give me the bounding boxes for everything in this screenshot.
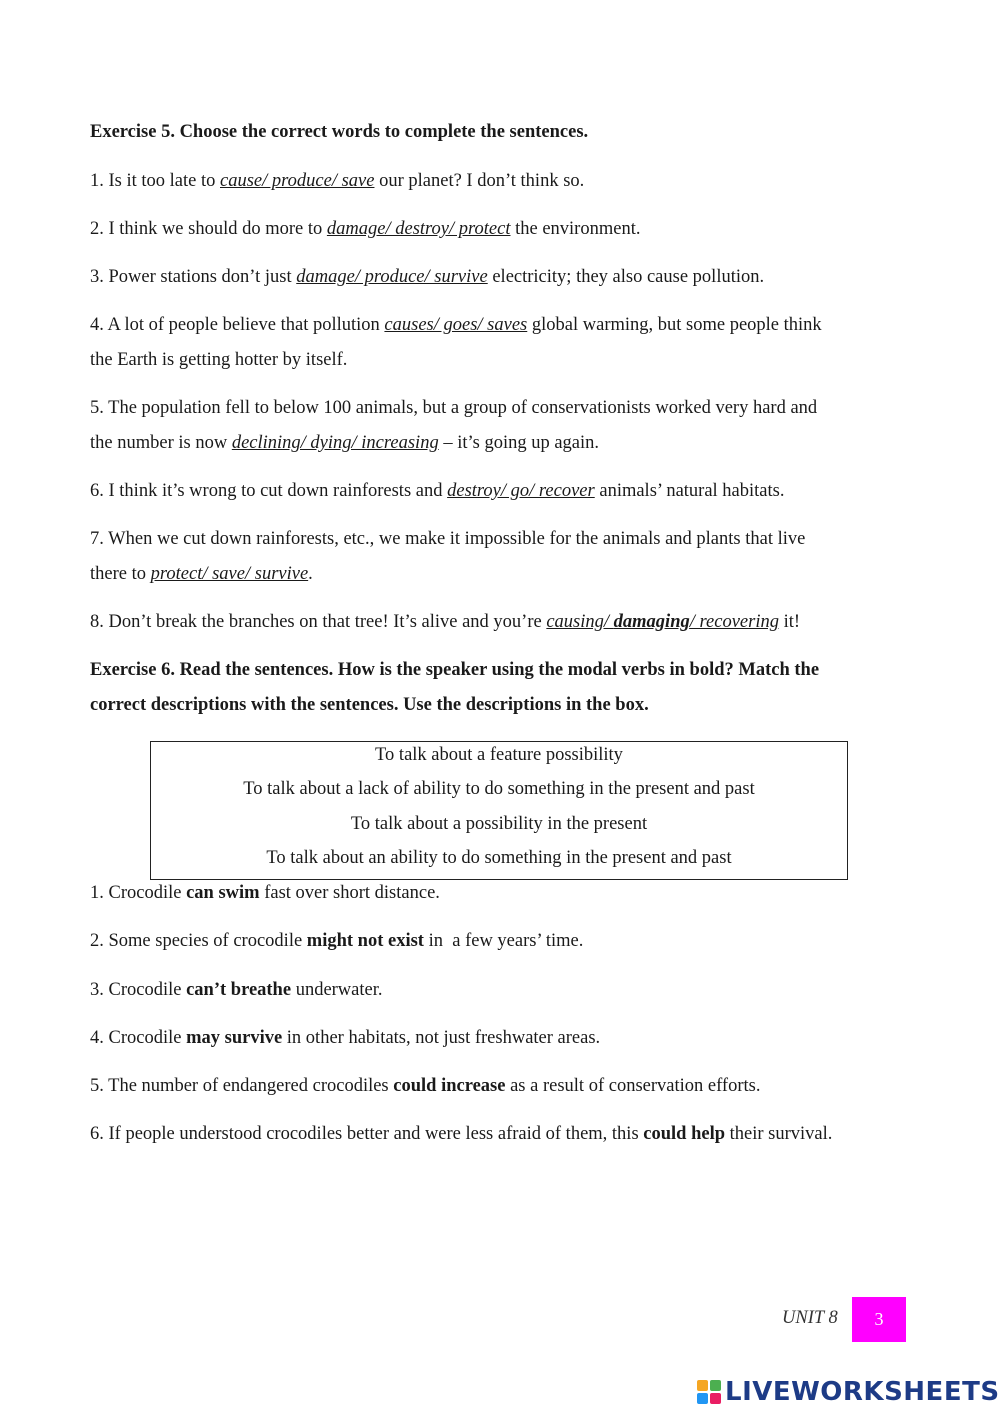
liveworksheets-logo-icon (697, 1380, 721, 1404)
answer-choice-1[interactable]: cause/ produce/ save (220, 171, 375, 191)
exercise5-question-2: 2. I think we should do more to damage/ destroy/ protect the environment. (90, 219, 641, 239)
exercise5-question-6: 6. I think it’s wrong to cut down rainforests and destroy/ go/ recover animals’ natural habitats. (90, 481, 785, 501)
answer-choice-2[interactable]: damage/ destroy/ protect (326, 219, 511, 239)
exercise5-question-1: 1. Is it too late to cause/ produce/ save our planet? I don’t think so. (90, 171, 585, 191)
description-option: To talk about a lack of ability to do something in the present and past (243, 779, 755, 799)
exercise5-question-7-continued: there to protect/ save/ survive. (90, 564, 313, 584)
exercise5-question-4-continued: the Earth is getting hotter by itself. (90, 350, 348, 370)
description-option: To talk about a feature possibility (375, 745, 623, 765)
exercise6-sentence-5: 5. The number of endangered crocodiles could increase as a result of conservation efforts. (90, 1076, 761, 1096)
description-option: To talk about an ability to do something in the present and past (266, 848, 732, 868)
exercise5-question-7: 7. When we cut down rainforests, etc., we make it impossible for the animals and plants that live (90, 529, 806, 549)
modal-verb: may survive (186, 1028, 283, 1048)
description-option: To talk about a possibility in the present (350, 814, 648, 834)
exercise6-title: Exercise 6. Read the sentences. How is the speaker using the modal verbs in bold? Match the (90, 660, 820, 680)
liveworksheets-logo (697, 1375, 1000, 1409)
answer-choice-3[interactable]: damage/ produce/ survive (296, 267, 488, 287)
exercise5-question-3: 3. Power stations don’t just damage/ produce/ survive electricity; they also cause pollution. (90, 267, 765, 287)
modal-verb: can swim (186, 883, 260, 903)
exercise6-sentence-6: 6. If people understood crocodiles better and were less afraid of them, this could help their survival. (90, 1124, 833, 1144)
exercise6-sentence-1: 1. Crocodile can swim fast over short distance. (90, 883, 440, 903)
answer-choice-5[interactable]: declining/ dying/ increasing (231, 433, 439, 453)
descriptions-box (150, 741, 848, 880)
answer-choice-7[interactable]: protect/ save/ survive (150, 564, 309, 584)
selected-answer: damaging (613, 612, 690, 632)
modal-verb: could help (643, 1124, 726, 1144)
exercise5-question-4: 4. A lot of people believe that pollution causes/ goes/ saves global warming, but some people think (90, 315, 822, 335)
answer-choice-4[interactable]: causes/ goes/ saves (384, 315, 528, 335)
brand-name: LIVEWORKSHEETS (725, 1377, 1000, 1407)
modal-verb: might not exist (306, 931, 424, 951)
exercise6-title-continued: correct descriptions with the sentences. Use the descriptions in the box. (90, 695, 649, 715)
exercise5-question-5: 5. The population fell to below 100 animals, but a group of conservationists worked very hard and (90, 398, 818, 418)
exercise6-sentence-2: 2. Some species of crocodile might not exist in a few years’ time. (90, 931, 584, 951)
answer-choice-6[interactable]: destroy/ go/ recover (447, 481, 595, 501)
unit-label: UNIT 8 (782, 1308, 838, 1328)
exercise6-sentence-4: 4. Crocodile may survive in other habitats, not just freshwater areas. (90, 1028, 601, 1048)
exercise5-title: Exercise 5. Choose the correct words to complete the sentences. (90, 122, 589, 142)
exercise5-question-8: 8. Don’t break the branches on that tree! It’s alive and you’re causing/ damaging/ recovering it! (90, 612, 801, 632)
logo-square (697, 1393, 708, 1404)
exercise6-sentence-3: 3. Crocodile can’t breathe underwater. (90, 980, 383, 1000)
logo-square (710, 1393, 721, 1404)
modal-verb: can’t breathe (186, 980, 292, 1000)
logo-square (697, 1380, 708, 1391)
modal-verb: could increase (393, 1076, 506, 1096)
logo-square (710, 1380, 721, 1391)
page-number: 3 (852, 1297, 906, 1342)
answer-choice-8[interactable]: causing/ damaging/ recovering (546, 612, 779, 632)
exercise5-question-5-continued: the number is now declining/ dying/ increasing – it’s going up again. (90, 433, 600, 453)
